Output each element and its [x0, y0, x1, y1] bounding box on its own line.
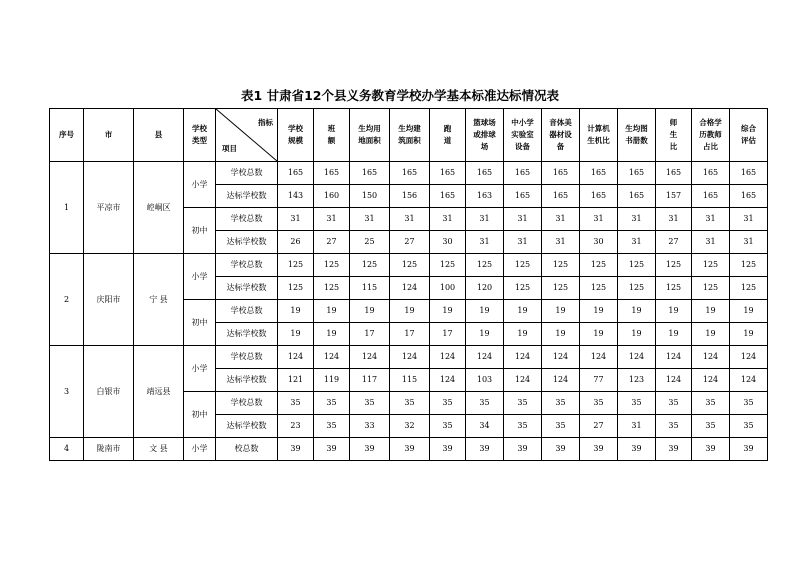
cell-school-type: 初中 — [184, 300, 216, 346]
cell-item: 达标学校数 — [216, 231, 278, 254]
cell-value: 125 — [542, 277, 580, 300]
cell-value: 27 — [390, 231, 430, 254]
cell-item: 达标学校数 — [216, 185, 278, 208]
cell-value: 35 — [278, 392, 314, 415]
header-indicator-10 — [656, 109, 692, 162]
header-line: 地面积 — [358, 136, 381, 145]
cell-item: 达标学校数 — [216, 277, 278, 300]
cell-value: 31 — [466, 231, 504, 254]
cell-value: 31 — [618, 208, 656, 231]
table-header — [50, 109, 768, 162]
cell-value: 31 — [618, 231, 656, 254]
cell-item: 校总数 — [216, 438, 278, 461]
cell-value: 125 — [430, 254, 466, 277]
cell-value: 124 — [542, 369, 580, 392]
cell-value: 39 — [730, 438, 768, 461]
cell-value: 35 — [542, 392, 580, 415]
cell-value: 124 — [692, 346, 730, 369]
cell-value: 19 — [278, 323, 314, 346]
cell-county: 宁 县 — [134, 254, 184, 346]
header-line: 评估 — [741, 136, 756, 145]
cell-value: 125 — [504, 254, 542, 277]
cell-value: 19 — [730, 323, 768, 346]
cell-value: 31 — [504, 208, 542, 231]
cell-value: 124 — [504, 369, 542, 392]
cell-value: 165 — [730, 185, 768, 208]
cell-value: 31 — [504, 231, 542, 254]
header-indicator-2 — [350, 109, 390, 162]
cell-value: 39 — [504, 438, 542, 461]
header-indicator-0 — [278, 109, 314, 162]
header-line: 计算机 — [587, 124, 610, 133]
header-line: 占比 — [703, 142, 718, 151]
cell-value: 125 — [466, 254, 504, 277]
cell-value: 35 — [430, 415, 466, 438]
cell-value: 31 — [390, 208, 430, 231]
cell-value: 165 — [542, 162, 580, 185]
header-diagonal — [216, 109, 278, 162]
cell-value: 26 — [278, 231, 314, 254]
cell-item: 达标学校数 — [216, 369, 278, 392]
cell-value: 31 — [430, 208, 466, 231]
header-line: 中小学 — [511, 118, 534, 127]
cell-value: 35 — [466, 392, 504, 415]
cell-value: 31 — [542, 231, 580, 254]
cell-item: 学校总数 — [216, 208, 278, 231]
header-line: 实验室 — [511, 130, 534, 139]
cell-value: 31 — [730, 208, 768, 231]
cell-value: 125 — [656, 254, 692, 277]
cell-value: 39 — [390, 438, 430, 461]
cell-value: 35 — [692, 415, 730, 438]
cell-value: 39 — [350, 438, 390, 461]
cell-value: 39 — [314, 438, 350, 461]
cell-seq: 2 — [50, 254, 84, 346]
cell-value: 27 — [656, 231, 692, 254]
cell-value: 33 — [350, 415, 390, 438]
cell-value: 39 — [618, 438, 656, 461]
cell-value: 125 — [656, 277, 692, 300]
cell-value: 124 — [504, 346, 542, 369]
cell-value: 124 — [580, 346, 618, 369]
cell-value: 125 — [692, 277, 730, 300]
header-line: 器材设 — [549, 130, 572, 139]
cell-item: 学校总数 — [216, 254, 278, 277]
cell-value: 30 — [580, 231, 618, 254]
cell-value: 19 — [730, 300, 768, 323]
cell-city: 陇南市 — [84, 438, 134, 461]
cell-value: 34 — [466, 415, 504, 438]
cell-value: 35 — [314, 392, 350, 415]
cell-value: 120 — [466, 277, 504, 300]
cell-value: 31 — [466, 208, 504, 231]
header-line: 生 — [669, 130, 678, 139]
cell-value: 125 — [618, 277, 656, 300]
cell-item: 学校总数 — [216, 392, 278, 415]
cell-seq: 4 — [50, 438, 84, 461]
cell-value: 123 — [618, 369, 656, 392]
cell-value: 35 — [656, 415, 692, 438]
cell-value: 165 — [730, 162, 768, 185]
cell-value: 77 — [580, 369, 618, 392]
header-county: 县 — [134, 109, 184, 162]
cell-value: 31 — [350, 208, 390, 231]
cell-value: 35 — [430, 392, 466, 415]
header-line: 历教师 — [699, 130, 722, 139]
header-line: 班 — [327, 124, 336, 133]
header-line: 或排球 — [473, 130, 496, 139]
header-line: 篮球场 — [473, 118, 496, 127]
cell-value: 165 — [580, 162, 618, 185]
cell-value: 30 — [430, 231, 466, 254]
cell-value: 17 — [350, 323, 390, 346]
cell-value: 125 — [314, 277, 350, 300]
cell-value: 31 — [692, 231, 730, 254]
header-row — [50, 109, 768, 162]
cell-value: 165 — [504, 162, 542, 185]
cell-value: 124 — [692, 369, 730, 392]
header-line: 生均图 — [625, 124, 648, 133]
header-line: 类型 — [192, 136, 207, 145]
cell-value: 124 — [656, 369, 692, 392]
header-line: 比 — [669, 142, 678, 151]
cell-value: 23 — [278, 415, 314, 438]
cell-value: 35 — [390, 392, 430, 415]
cell-county: 崆峒区 — [134, 162, 184, 254]
cell-value: 125 — [390, 254, 430, 277]
cell-value: 19 — [542, 300, 580, 323]
cell-value: 165 — [618, 162, 656, 185]
cell-value: 124 — [730, 369, 768, 392]
cell-value: 35 — [314, 415, 350, 438]
header-line: 学校 — [288, 124, 303, 133]
header-indicator-4 — [430, 109, 466, 162]
header-line: 跑 — [443, 124, 452, 133]
header-seq: 序号 — [50, 109, 84, 162]
cell-value: 124 — [430, 369, 466, 392]
cell-value: 125 — [504, 277, 542, 300]
header-indicator-6 — [504, 109, 542, 162]
cell-value: 39 — [466, 438, 504, 461]
cell-value: 125 — [730, 277, 768, 300]
cell-value: 124 — [350, 346, 390, 369]
cell-value: 39 — [656, 438, 692, 461]
header-indicator-11 — [692, 109, 730, 162]
cell-value: 125 — [314, 254, 350, 277]
cell-school-type: 小学 — [184, 438, 216, 461]
cell-value: 31 — [580, 208, 618, 231]
cell-value: 39 — [278, 438, 314, 461]
cell-value: 19 — [656, 323, 692, 346]
cell-value: 125 — [350, 254, 390, 277]
cell-value: 35 — [656, 392, 692, 415]
cell-value: 165 — [466, 162, 504, 185]
cell-value: 124 — [466, 346, 504, 369]
cell-school-type: 小学 — [184, 254, 216, 300]
cell-value: 35 — [504, 415, 542, 438]
cell-city: 平凉市 — [84, 162, 134, 254]
cell-value: 19 — [314, 323, 350, 346]
cell-school-type: 小学 — [184, 162, 216, 208]
cell-value: 100 — [430, 277, 466, 300]
cell-value: 35 — [580, 392, 618, 415]
table-body — [50, 162, 768, 461]
cell-value: 35 — [618, 392, 656, 415]
cell-value: 19 — [350, 300, 390, 323]
header-line: 额 — [327, 136, 336, 145]
cell-city: 庆阳市 — [84, 254, 134, 346]
cell-county: 文 县 — [134, 438, 184, 461]
cell-value: 117 — [350, 369, 390, 392]
cell-value: 165 — [278, 162, 314, 185]
cell-value: 31 — [730, 231, 768, 254]
cell-value: 157 — [656, 185, 692, 208]
cell-value: 165 — [618, 185, 656, 208]
cell-value: 165 — [656, 162, 692, 185]
cell-value: 119 — [314, 369, 350, 392]
header-line: 学校 — [192, 124, 207, 133]
cell-value: 165 — [430, 162, 466, 185]
cell-value: 19 — [314, 300, 350, 323]
cell-value: 165 — [692, 185, 730, 208]
cell-school-type: 小学 — [184, 346, 216, 392]
header-indicator-5 — [466, 109, 504, 162]
cell-value: 19 — [618, 323, 656, 346]
cell-value: 125 — [730, 254, 768, 277]
cell-seq: 1 — [50, 162, 84, 254]
cell-item: 学校总数 — [216, 300, 278, 323]
diag-label-indicator: 指标 — [258, 118, 273, 127]
header-school-type — [184, 109, 216, 162]
header-line: 场 — [480, 142, 489, 151]
cell-value: 19 — [278, 300, 314, 323]
cell-value: 31 — [314, 208, 350, 231]
cell-value: 19 — [580, 300, 618, 323]
cell-value: 115 — [390, 369, 430, 392]
cell-item: 达标学校数 — [216, 323, 278, 346]
header-line: 备 — [556, 142, 565, 151]
cell-school-type: 初中 — [184, 208, 216, 254]
cell-value: 124 — [730, 346, 768, 369]
cell-item: 学校总数 — [216, 346, 278, 369]
cell-value: 124 — [618, 346, 656, 369]
cell-seq: 3 — [50, 346, 84, 438]
cell-value: 19 — [542, 323, 580, 346]
table-row — [50, 254, 768, 277]
cell-value: 31 — [692, 208, 730, 231]
cell-value: 31 — [542, 208, 580, 231]
cell-value: 19 — [692, 323, 730, 346]
header-indicator-12 — [730, 109, 768, 162]
cell-value: 165 — [390, 162, 430, 185]
cell-city: 白银市 — [84, 346, 134, 438]
cell-value: 27 — [580, 415, 618, 438]
table-row — [50, 162, 768, 185]
header-line: 生均用 — [358, 124, 381, 133]
cell-school-type: 初中 — [184, 392, 216, 438]
cell-value: 19 — [504, 300, 542, 323]
diag-label-item: 项目 — [222, 144, 237, 153]
cell-county: 靖远县 — [134, 346, 184, 438]
cell-value: 31 — [656, 208, 692, 231]
table-row — [50, 438, 768, 461]
header-line: 综合 — [741, 124, 756, 133]
cell-value: 35 — [504, 392, 542, 415]
cell-value: 124 — [656, 346, 692, 369]
cell-item: 学校总数 — [216, 162, 278, 185]
cell-value: 39 — [542, 438, 580, 461]
cell-value: 165 — [542, 185, 580, 208]
header-city: 市 — [84, 109, 134, 162]
cell-value: 125 — [542, 254, 580, 277]
cell-value: 124 — [314, 346, 350, 369]
page-title: 表1 甘肃省12个县义务教育学校办学基本标准达标情况表 — [241, 88, 559, 103]
cell-value: 165 — [504, 185, 542, 208]
cell-value: 124 — [278, 346, 314, 369]
header-line: 合格学 — [699, 118, 722, 127]
cell-value: 19 — [504, 323, 542, 346]
header-line: 书册数 — [625, 136, 648, 145]
header-indicator-7 — [542, 109, 580, 162]
standards-table — [49, 108, 768, 461]
cell-value: 124 — [390, 277, 430, 300]
cell-value: 165 — [430, 185, 466, 208]
cell-value: 19 — [580, 323, 618, 346]
cell-value: 35 — [350, 392, 390, 415]
cell-value: 125 — [618, 254, 656, 277]
cell-value: 19 — [656, 300, 692, 323]
cell-value: 35 — [730, 415, 768, 438]
cell-value: 115 — [350, 277, 390, 300]
cell-value: 125 — [278, 277, 314, 300]
header-line: 筑面积 — [398, 136, 421, 145]
cell-value: 125 — [580, 254, 618, 277]
cell-value: 39 — [692, 438, 730, 461]
cell-value: 31 — [278, 208, 314, 231]
cell-value: 143 — [278, 185, 314, 208]
cell-value: 165 — [350, 162, 390, 185]
cell-value: 35 — [692, 392, 730, 415]
cell-value: 125 — [692, 254, 730, 277]
cell-value: 19 — [430, 300, 466, 323]
cell-value: 156 — [390, 185, 430, 208]
header-indicator-3 — [390, 109, 430, 162]
cell-value: 165 — [580, 185, 618, 208]
cell-value: 124 — [390, 346, 430, 369]
cell-value: 31 — [618, 415, 656, 438]
header-line: 音体美 — [549, 118, 572, 127]
cell-item: 达标学校数 — [216, 415, 278, 438]
header-line: 师 — [669, 118, 678, 127]
cell-value: 165 — [314, 162, 350, 185]
header-line: 设备 — [515, 142, 530, 151]
header-indicator-8 — [580, 109, 618, 162]
table-row — [50, 346, 768, 369]
cell-value: 19 — [466, 300, 504, 323]
cell-value: 125 — [580, 277, 618, 300]
header-line: 规模 — [288, 136, 303, 145]
cell-value: 35 — [542, 415, 580, 438]
cell-value: 35 — [730, 392, 768, 415]
cell-value: 19 — [390, 300, 430, 323]
cell-value: 125 — [278, 254, 314, 277]
cell-value: 17 — [430, 323, 466, 346]
header-indicator-1 — [314, 109, 350, 162]
header-line: 生机比 — [587, 136, 610, 145]
cell-value: 124 — [542, 346, 580, 369]
cell-value: 103 — [466, 369, 504, 392]
cell-value: 165 — [692, 162, 730, 185]
cell-value: 19 — [466, 323, 504, 346]
cell-value: 39 — [430, 438, 466, 461]
cell-value: 19 — [618, 300, 656, 323]
cell-value: 19 — [692, 300, 730, 323]
cell-value: 27 — [314, 231, 350, 254]
header-line: 生均建 — [398, 124, 421, 133]
cell-value: 150 — [350, 185, 390, 208]
cell-value: 39 — [580, 438, 618, 461]
cell-value: 25 — [350, 231, 390, 254]
header-line: 道 — [443, 136, 452, 145]
cell-value: 124 — [430, 346, 466, 369]
cell-value: 32 — [390, 415, 430, 438]
cell-value: 121 — [278, 369, 314, 392]
cell-value: 17 — [390, 323, 430, 346]
header-indicator-9 — [618, 109, 656, 162]
cell-value: 163 — [466, 185, 504, 208]
cell-value: 160 — [314, 185, 350, 208]
